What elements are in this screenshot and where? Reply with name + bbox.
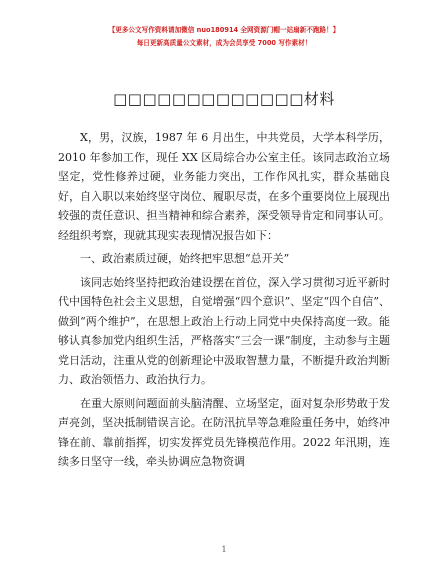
paragraph-political: 该同志始终坚持把政治建设摆在首位，深入学习贯彻习近平新时代中国特色社会主义思想，自觉增强“四个意识”、坚定“四个自信”、做到“两个维护”，在思想上政治上行动上同党中央保持高度一致。能够认真参加党内组织生活，严格落实“三会一课”制度，主动参与主题党日活动，注重从党的创新理论中汲取智慧力量，不断提升政治判断力、政治领悟力、政治执行力。 xyxy=(58,275,390,386)
document-body xyxy=(58,128,390,472)
promo-line-2: 每日更新高质量公文素材，成为会员享受 7000 写作素材！ xyxy=(136,39,312,47)
page-number: 1 xyxy=(221,545,227,554)
promo-banner xyxy=(0,24,448,50)
document-title: □□□□□□□□□□□□□材料 xyxy=(113,90,335,108)
paragraph-principles: 在重大原则问题面前头脑清醒、立场坚定，面对复杂形势敢于发声亮剑，坚决抵制错误言论。在防汛抗旱等急难险重任务中，始终冲锋在前、靠前指挥，切实发挥党员先锋模范作用。2022 年汛期，连续多日坚守一线，牵头协调应急物资调 xyxy=(58,396,390,468)
paragraph-intro: X，男，汉族，1987 年 6 月出生，中共党员，大学本科学历，2010 年参加工作，现任 XX 区局综合办公室主任。该同志政治立场坚定，党性修养过硬，业务能力突出，工作作风扎实，群众基础良好，自入职以来始终坚守岗位、履职尽责，在多个重要岗位上展现出较强的责任意识、担当精神和综合素养，深受领导肯定和同事认可。经组织考察，现就其现实表现情况报告如下： xyxy=(58,131,390,242)
section-heading-1: 一、政治素质过硬，始终把牢思想“总开关” xyxy=(80,252,290,265)
promo-line-1: 【更多公文写作资料请加微信 nuo180914 全网资源门帽一站扇新不跑路！】 xyxy=(108,26,340,34)
